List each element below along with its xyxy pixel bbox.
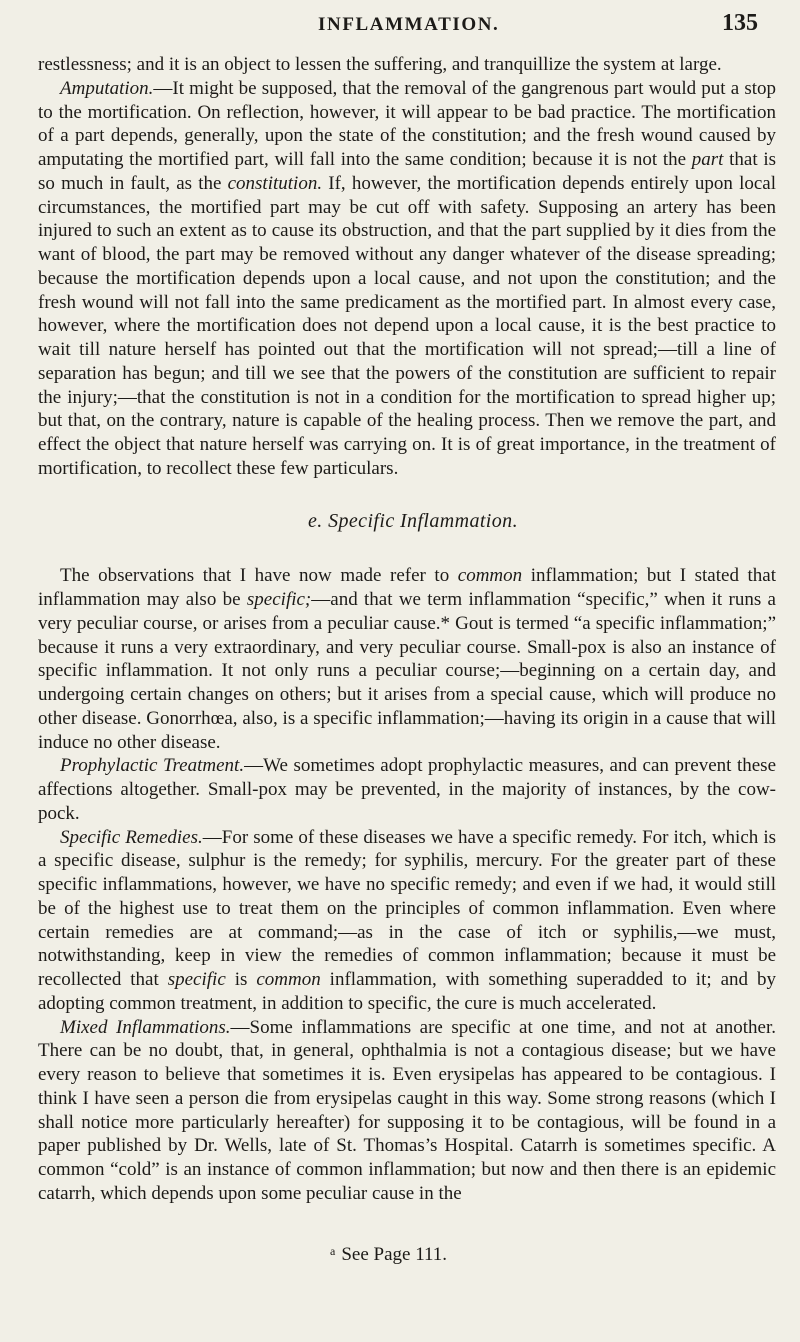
text-run: —and that we term inflammation “specific,” when it runs a very peculiar course, or arises from a peculiar cause.* Gout is termed “a specific inflammation;” because it runs a very extraordinary, and very peculiar course. Small-pox is also an instance of specific inflammation. It not only runs a peculiar course;—beginning on a certain day, and undergoing certain changes on others; but it arises from a special cause, which will produce no other disease. Gonorrhœa, also, is a specific inflammation;—having its origin in a cause that will induce no other disease. — [38, 589, 776, 753]
text-run: inflammation, with something superadded to it; and by adopting common treatment, in addition to specific, the cure is much accelerated. — [38, 969, 776, 1014]
paragraph-specific-observations — [38, 564, 776, 754]
footnote-text: See Page 111. — [341, 1244, 448, 1265]
text-run: —Some inflammations are specific at one time, and not at another. There can be no doubt, that, in general, ophthalmia is not a contagious disease; but we have every reason to believe that sometimes it is. Even erysipelas has appeared to be contagious. I think I have seen a person die from erysipelas caught in this way. Some strong reasons (which I shall notice more particularly hereafter) for supposing it to be contagious, will be found in a paper published by Dr. Wells, late of St. Thomas’s Hospital. Catarrh is sometimes specific. A common “cold” is an instance of common inflammation; but now and then there is an epidemic catarrh, which depends upon some peculiar cause in the — [38, 1016, 776, 1204]
italic-run: constitution. — [227, 172, 323, 194]
text-run: inflammation; but I stated that inflammation may also be — [38, 565, 776, 610]
italic-run: common — [256, 969, 321, 990]
footnote-mark: a — [330, 1244, 336, 1258]
italic-run: Amputation. — [60, 77, 154, 99]
italic-run: specific; — [246, 589, 312, 610]
italic-run: common — [457, 565, 523, 587]
italic-run: Mixed Inflammations. — [60, 1016, 231, 1038]
text-run: —It might be supposed, that the removal of the gangrenous part would put a stop to the mortification. On reflection, however, it will appear to be bad practice. The mortification of a part depends, generally, upon the state of the constitution; and the fresh wound caused by amputating the mortified part, will fall into the same condition; because it is not the — [38, 77, 776, 170]
italic-run: specific — [167, 969, 226, 990]
body-text — [38, 53, 776, 1206]
text-run: is — [225, 969, 257, 990]
text-run: —We sometimes adopt prophylactic measures, and can prevent these affections altogether. Small-pox may be prevented, in the majority of instances, by the cow-pock. — [38, 755, 776, 824]
text-run: that is so much in fault, as the — [38, 149, 776, 194]
page-header — [0, 8, 800, 38]
paragraph-restlessness — [38, 53, 776, 77]
paragraph-specific-remedies — [38, 826, 776, 1016]
paragraph-amputation — [38, 77, 776, 481]
text-run: If, however, the mortification depends entirely upon local circumstances, the mortified part may be cut off with safety. Supposing an artery has been injured to such an extent as to cause its obstruction, and that the part supplied by it dies from the want of blood, the part may be removed without any danger whatever of the disease spreading; because the mortification depends upon a local cause, and not upon the constitution; and the fresh wound will not fall into the same predicament as the mortified part. In almost every case, however, where the mortification does not depend upon a local cause, it is the best practice to wait till nature herself has pointed out that the mortification will not spread;—till a line of separation has begun; and till we see that the powers of the constitution are sufficient to repair the injury;—that the constitution is not in a condition for the mortification to spread higher up; but that, on the contrary, nature is capable of the healing process. Then we remove the part, and effect the object that nature herself was carrying on. It is of great importance, in the treatment of mortification, to recollect these few particulars. — [38, 172, 776, 479]
text-run: The observations that I have now made refer to — [60, 565, 458, 587]
text-run: —For some of these diseases we have a specific remedy. For itch, which is a specific disease, sulphur is the remedy; for syphilis, mercury. For the greater part of these specific inflammations, however, we have no specific remedy; and even if we had, it would still be of the highest use to treat them on the principles of common inflammation. Even where certain remedies are at command;—as in the case of itch or syphilis,—we must, notwithstanding, keep in view the remedies of common inflammation; because it must be recollected that — [38, 826, 777, 990]
italic-run: Prophylactic Treatment. — [60, 755, 245, 777]
italic-run: part — [691, 149, 724, 170]
paragraph-prophylactic — [38, 754, 776, 825]
italic-run: Specific Remedies. — [60, 826, 203, 848]
page-number: 135 — [722, 10, 758, 36]
text-run: e. Specific Inflammation. — [308, 509, 518, 532]
section-heading — [38, 510, 776, 534]
paragraph-mixed-inflammations — [38, 1016, 776, 1206]
running-title: INFLAMMATION. — [318, 14, 500, 35]
text-run: restlessness; and it is an object to lessen the suffering, and tranquillize the system at large. — [38, 54, 722, 75]
footnote — [330, 1244, 447, 1266]
